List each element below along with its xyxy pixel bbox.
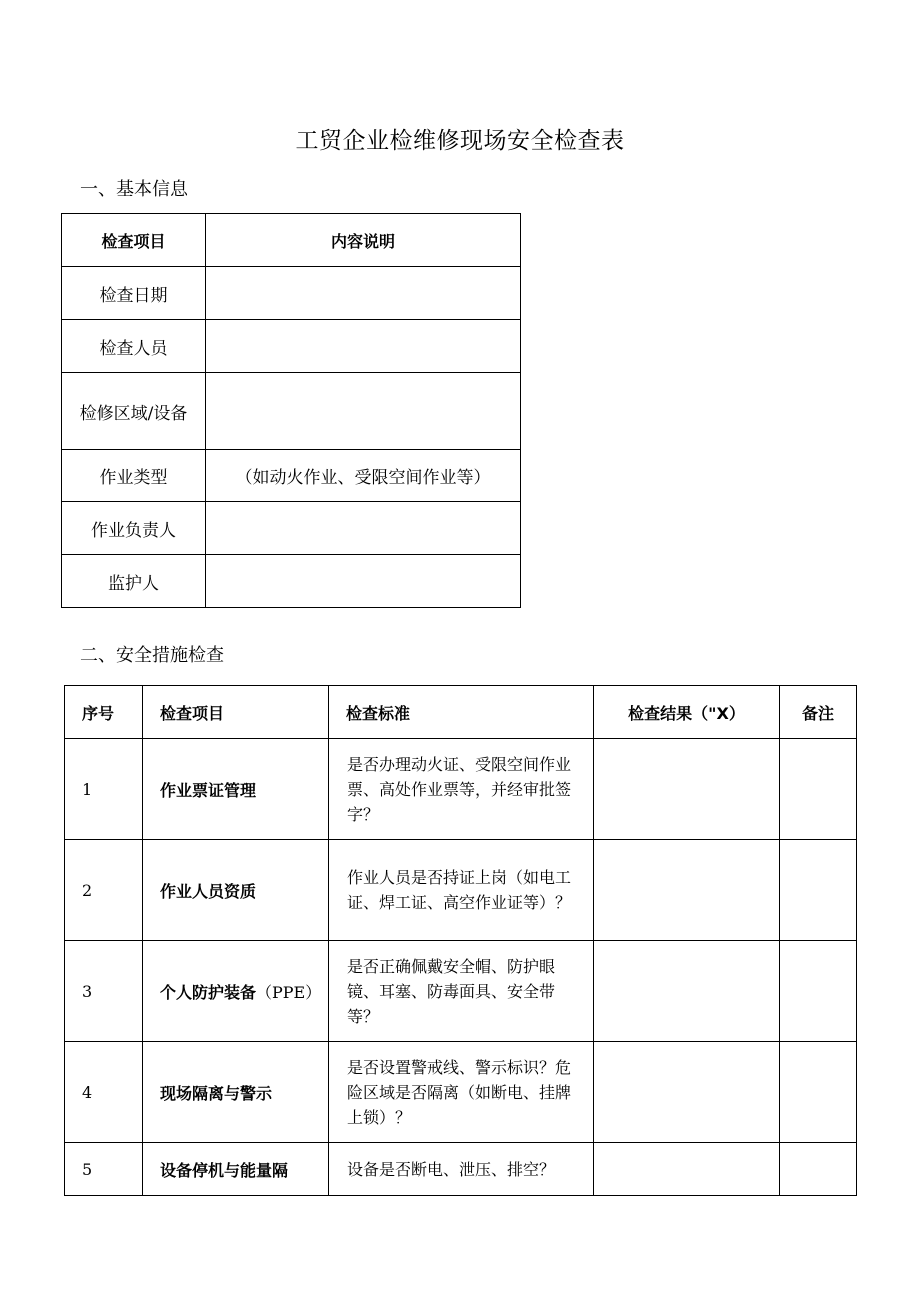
row-value[interactable]: （如动火作业、受限空间作业等） — [206, 450, 521, 502]
row-standard: 设备是否断电、泄压、排空？ — [329, 1143, 594, 1196]
row-label: 检查日期 — [62, 267, 206, 320]
row-remark[interactable] — [780, 739, 857, 840]
safety-check-table — [64, 685, 857, 1196]
row-remark[interactable] — [780, 1042, 857, 1143]
row-item-suffix: （PPE） — [256, 982, 322, 1002]
section-heading-safety-measures: 二、安全措施检查 — [80, 645, 224, 666]
row-value[interactable] — [206, 502, 521, 555]
row-item-text: 作业人员资质 — [160, 881, 257, 901]
table-row — [65, 1042, 857, 1143]
row-label: 检修区域/设备 — [62, 373, 206, 450]
row-value[interactable] — [206, 555, 521, 608]
row-item-text: 设备停机与能量隔 — [160, 1160, 289, 1180]
row-item — [143, 739, 329, 840]
row-number: 1 — [65, 739, 143, 840]
page-title: 工贸企业检维修现场安全检查表 — [295, 128, 625, 154]
table-row — [62, 555, 521, 608]
row-remark[interactable] — [780, 840, 857, 941]
row-result[interactable] — [594, 1042, 780, 1143]
row-result[interactable] — [594, 840, 780, 941]
row-item — [143, 941, 329, 1042]
table-row — [65, 1143, 857, 1196]
header-remark: 备注 — [780, 686, 857, 739]
row-standard: 作业人员是否持证上岗（如电工证、焊工证、高空作业证等）？ — [329, 840, 594, 941]
row-remark[interactable] — [780, 1143, 857, 1196]
row-result[interactable] — [594, 1143, 780, 1196]
row-label: 作业负责人 — [62, 502, 206, 555]
table-row — [65, 840, 857, 941]
row-number: 3 — [65, 941, 143, 1042]
table-row — [62, 267, 521, 320]
table-row — [65, 739, 857, 840]
row-result[interactable] — [594, 739, 780, 840]
section-heading-basic-info: 一、基本信息 — [80, 179, 188, 200]
row-item-text: 作业票证管理 — [160, 780, 257, 800]
row-item — [143, 840, 329, 941]
row-number: 4 — [65, 1042, 143, 1143]
row-value[interactable] — [206, 373, 521, 450]
row-result[interactable] — [594, 941, 780, 1042]
header-standard: 检查标准 — [329, 686, 594, 739]
table-row — [62, 502, 521, 555]
table-header-row — [62, 214, 521, 267]
row-remark[interactable] — [780, 941, 857, 1042]
table-row — [62, 373, 521, 450]
table-row — [65, 941, 857, 1042]
row-item-text: 个人防护装备 — [160, 982, 257, 1002]
header-result: 检查结果（"X） — [594, 686, 780, 739]
basic-info-table — [61, 213, 521, 608]
row-standard: 是否设置警戒线、警示标识？危险区域是否隔离（如断电、挂牌上锁）？ — [329, 1042, 594, 1143]
row-label: 检查人员 — [62, 320, 206, 373]
row-label: 监护人 — [62, 555, 206, 608]
header-item: 检查项目 — [62, 214, 206, 267]
header-item: 检查项目 — [143, 686, 329, 739]
row-number: 2 — [65, 840, 143, 941]
table-header-row — [65, 686, 857, 739]
row-item — [143, 1042, 329, 1143]
header-content: 内容说明 — [206, 214, 521, 267]
row-standard: 是否正确佩戴安全帽、防护眼镜、耳塞、防毒面具、安全带等？ — [329, 941, 594, 1042]
table-row — [62, 450, 521, 502]
row-item — [143, 1143, 329, 1196]
header-no: 序号 — [65, 686, 143, 739]
row-value[interactable] — [206, 320, 521, 373]
row-item-text: 现场隔离与警示 — [160, 1083, 273, 1103]
table-row — [62, 320, 521, 373]
row-label: 作业类型 — [62, 450, 206, 502]
row-number: 5 — [65, 1143, 143, 1196]
row-value[interactable] — [206, 267, 521, 320]
row-standard: 是否办理动火证、受限空间作业票、高处作业票等，并经审批签字？ — [329, 739, 594, 840]
